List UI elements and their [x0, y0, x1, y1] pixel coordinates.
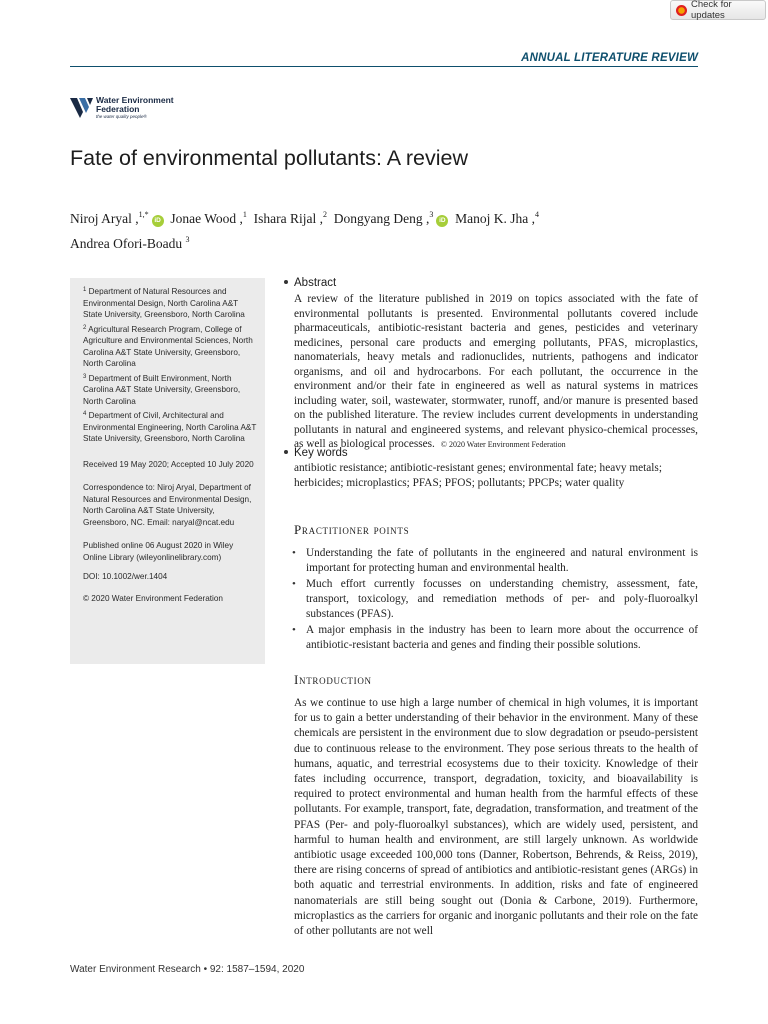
author-name: Dongyang Deng — [333, 211, 423, 226]
header-rule — [70, 66, 698, 67]
sidebar-copyright: © 2020 Water Environment Federation — [83, 593, 223, 603]
author-name: Andrea Ofori-Boadu — [70, 236, 183, 251]
practitioner-point: • Much effort currently focusses on understanding chemistry, assessment, fate, transport, toxicology, and remediation methods of per- and poly-fluoroalkyl substances (PFAS). — [290, 577, 698, 622]
author-name: Manoj K. Jha — [455, 211, 529, 226]
wef-logo-mark-icon — [70, 96, 96, 120]
check-for-updates-label: Check for updates — [691, 0, 732, 21]
abstract-copyright: © 2020 Water Environment Federation — [440, 440, 566, 449]
affiliation-text: Agricultural Research Program, College of Agriculture and Environmental Sciences, North Carolina A&T State University, Greensboro, North Carolina — [83, 324, 253, 368]
keywords-text: antibiotic resistance; antibiotic-resistant genes; environmental fate; heavy metals; herbicides; microplastics; PFAS; PFOS; pollutants; PPCPs; water quality — [294, 462, 662, 489]
affiliation — [83, 285, 259, 321]
keywords-heading-text: Key words — [294, 447, 348, 459]
author-affiliation: 1 — [242, 210, 247, 219]
author: Ishara Rijal ,$^2$ — [253, 210, 328, 226]
affiliation-text: Department of Civil, Architectural and Environmental Engineering, North Carolina A&T State University, Greensboro, North Carolina — [83, 411, 257, 443]
author: Dongyang Deng ,$^3$iD — [330, 211, 448, 226]
affiliation-text: Department of Built Environment, North Carolina A&T State University, Greensboro, North Carolina — [83, 373, 241, 406]
abstract-body: A review of the literature published in 2019 on topics associated with the fate of environmental pollutants is presented. Environmental pollutants covered include pharmaceuticals, antibiotic-resistant bacteria and genes, pesticides and veterinary medicines, personal care products and emerging pollutants, PFAS, microplastics, nanomaterials, heavy metals and radionuclides, nutrients, pathogens and indicator organisms, and oil and hydrocarbons. For each pollutant, the occurrence in the environment and/or their fate in engineered as well as natural systems in matrices including water, soil, wastewater, stormwater, runoff, and/or manure is presented based on the published literature. The review includes current developments in understanding pollutants in natural and engineered systems, and relevant physico-chemical processes, as well as biological processes. — [294, 293, 698, 450]
check-for-updates-button[interactable] — [670, 0, 766, 20]
doi-link[interactable]: DOI: 10.1002/wer.1404 — [83, 572, 168, 581]
paper-title: Fate of environmental pollutants: A review — [70, 146, 468, 170]
author — [70, 236, 189, 251]
orcid-icon[interactable]: iD — [436, 215, 448, 227]
bullet-icon — [284, 450, 288, 454]
practitioner-point: • Understanding the fate of pollutants in the engineered and natural environment is important for protecting human and environmental health. — [290, 546, 698, 576]
wef-logo — [70, 95, 200, 123]
abstract-heading — [284, 277, 336, 289]
author-name: Ishara Rijal — [253, 211, 317, 226]
article-info-sidebar — [70, 278, 265, 664]
affiliation-number: 4 — [83, 411, 87, 417]
published-online: Published online 06 August 2020 in Wiley Online Library (wileyonlinelibrary.com) — [83, 541, 234, 562]
author: Jonae Wood ,$^1$ — [170, 210, 247, 226]
practitioner-point: • A major emphasis in the industry has been to learn more about the occurrence of antibiotic-resistant bacteria and genes and finding their possible solutions. — [290, 623, 698, 653]
author-affiliation: 1,* — [138, 210, 149, 219]
practitioner-points-list — [290, 546, 698, 654]
journal-citation: Water Environment Research • 92: 1587–1594, 2020 — [70, 964, 305, 975]
affiliation — [83, 372, 259, 408]
introduction-text: As we continue to use high a large number of chemical in high volumes, it is important for us to gain a better understanding of their behavior in the environment. Many of these chemicals are persistent in the environment due to slow degradation or pseudo-persistent due to continuous release to the environment. They pose serious threats to the health of humans, aquatic, and terrestrial ecosystems due to their toxicity. Knowledge of their fates including occurrence, transport, degradation, toxicity, and bioavailability is required to protect environmental and human health from the harmful effects of these pollutants. For example, transport, fate, degradation, transformation, and treatment of the PFAS (Per- and poly-fluoroalkyl substances), which are widely used, persistent, and harmful to human health and environment, are still largely unknown. As worldwide antibiotic usage exceeded 100,000 tons (Danner, Robertson, Behrends, & Reiss, 2019), there are rising concerns of spread of antibiotics and antibiotic-resistant genes (ARGs) in both aquatic and terrestrial environments. In addition, risks and fate of engineered nanomaterials are still being sought out (Donia & Carbone, 2019). Furthermore, microplastics as the carriers for organic and inorganic pollutants and their role on the fate of other pollutants are not well — [294, 697, 698, 938]
affiliation — [83, 409, 259, 445]
keywords-heading — [284, 447, 348, 459]
affiliation — [83, 323, 259, 370]
author: Niroj Aryal ,$^{1,*}$iD — [70, 211, 164, 226]
practitioner-points-heading: Practitioner points — [294, 522, 410, 537]
author: Manoj K. Jha ,$^4$ — [455, 210, 539, 226]
abstract-text — [294, 292, 698, 453]
author-affiliation: 4 — [535, 210, 539, 219]
logo-line-2: Federation — [96, 104, 140, 114]
author-affiliation: 3 — [185, 235, 190, 244]
logo-line-1: Water Environment — [96, 95, 174, 105]
received-dates: Received 19 May 2020; Accepted 10 July 2020 — [83, 459, 254, 469]
introduction-heading: Introduction — [294, 672, 372, 687]
affiliation-number: 2 — [83, 324, 87, 331]
abstract-heading-text: Abstract — [294, 277, 337, 289]
author-list — [70, 204, 690, 254]
section-label: ANNUAL LITERATURE REVIEW — [521, 52, 698, 64]
logo-tagline: the water quality people® — [96, 114, 147, 119]
author-name: Jonae Wood — [170, 211, 237, 226]
author-affiliation: 3 — [429, 210, 434, 219]
affiliation-number: 1 — [83, 287, 87, 293]
correspondence: Correspondence to: Niroj Aryal, Department of Natural Resources and Environmental Design, North Carolina A&T State University, Greensboro, NC. Email: naryal@ncat.edu — [83, 483, 252, 527]
crossmark-icon — [676, 5, 687, 16]
affiliation-number: 3 — [83, 373, 87, 380]
bullet-icon — [284, 280, 288, 284]
author-name: Niroj Aryal — [70, 211, 132, 226]
orcid-icon[interactable]: iD — [152, 215, 164, 227]
author-affiliation: 2 — [323, 210, 328, 219]
affiliation-text: Department of Natural Resources and Environmental Design, North Carolina A&T State University, Greensboro, North Carolina — [83, 287, 245, 319]
